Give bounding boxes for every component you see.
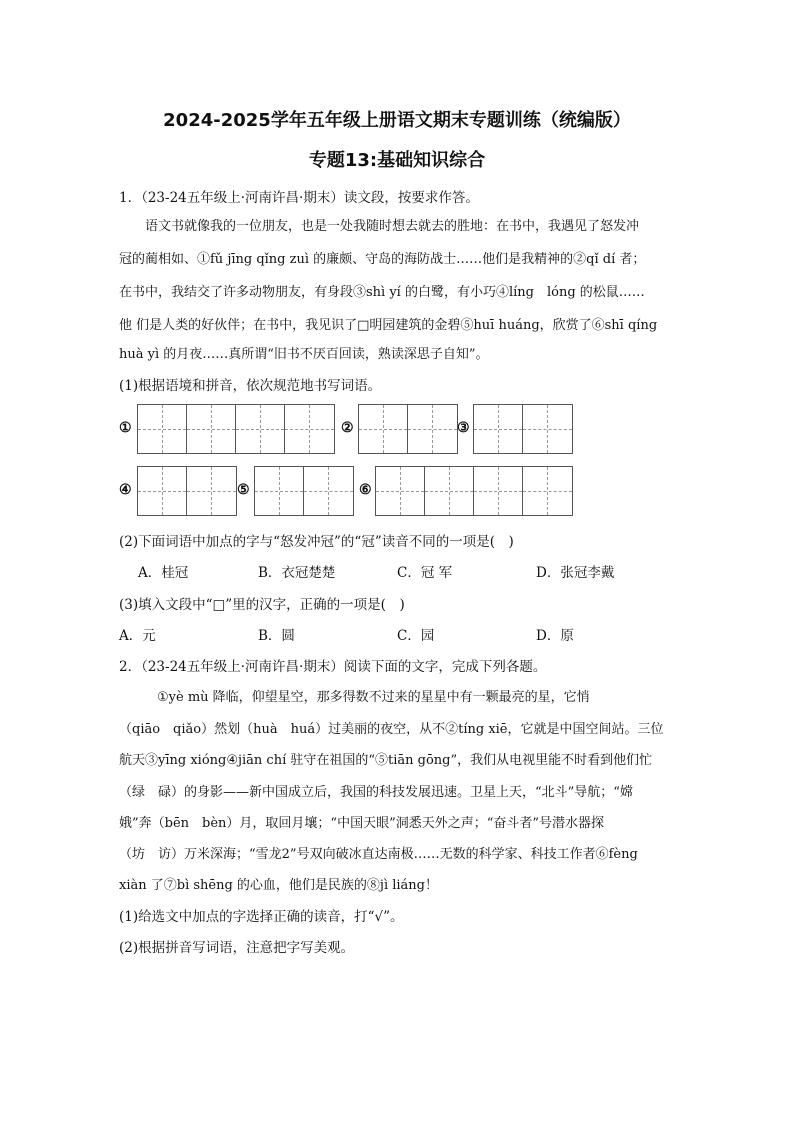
writing-grid-row-1 — [119, 404, 679, 454]
writing-grid-4[interactable] — [137, 466, 237, 516]
q1-passage-line-4: 他 们是人类的好伙伴；在书中，我见识了□明园建筑的金碧⑤huī huáng，欣赏了⑥shī qíng — [119, 318, 658, 333]
q1-sub3-option-d[interactable]: D．原 — [536, 628, 574, 644]
grid-label-4: ④ — [119, 482, 132, 498]
q1-sub2-option-c[interactable]: C．冠 军 — [397, 565, 453, 581]
writing-grid-row-2 — [119, 466, 679, 516]
q1-passage-line-3: 在书中，我结交了许多动物朋友，有身段③shì yí 的白鹭，有小巧④líng lóng 的松鼠…… — [119, 285, 645, 300]
q1-sub2-option-b[interactable]: B．衣冠楚楚 — [258, 565, 336, 581]
q2-sub2: (2)根据拼音写词语，注意把字写美观。 — [119, 940, 355, 956]
q1-passage-line-1: 语文书就像我的一位朋友，也是一处我随时想去就去的胜地：在书中，我遇见了怒发冲 — [145, 219, 640, 234]
writing-grid-1[interactable] — [137, 404, 335, 454]
q2-passage-line-1: ①yè mù 降临，仰望星空，那多得数不过来的星星中有一颗最亮的星，它悄 — [157, 690, 590, 705]
writing-grid-6[interactable] — [375, 466, 573, 516]
grid-label-3: ③ — [457, 420, 470, 436]
q1-sub2-option-a[interactable]: A．桂冠 — [138, 565, 189, 581]
q2-stem: 2．（23-24五年级上·河南许昌·期末）阅读下面的文字，完成下列各题。 — [119, 659, 547, 675]
q1-passage-line-2: 冠的蔺相如、①fǔ jīng qǐng zuì 的廉颇、守岛的海防战士……他们是我精神的②qǐ dí 者； — [119, 252, 646, 267]
q2-passage-line-4: （绿 碌）的身影——新中国成立后，我国的科技发展迅速。卫星上天，“北斗”导航；“嫦 — [119, 785, 633, 800]
q2-sub1: (1)给选文中加点的字选择正确的读音，打“√”。 — [119, 909, 404, 925]
grid-label-1: ① — [119, 420, 132, 436]
document-title: 2024-2025学年五年级上册语文期末专题训练（统编版） — [163, 110, 631, 131]
q2-passage-line-5: 娥”奔（bēn bèn）月，取回月壤；“中国天眼”洞悉天外之声；“奋斗者”号潜水器探 — [119, 816, 605, 831]
grid-label-5: ⑤ — [237, 482, 250, 498]
q1-sub3: (3)填入文段中“□”里的汉字，正确的一项是( ) — [119, 597, 405, 613]
q1-sub3-option-b[interactable]: B．圆 — [258, 628, 295, 644]
grid-label-6: ⑥ — [359, 482, 372, 498]
q2-passage-line-3: 航天③yīng xióng④jiān chí 驻守在祖国的“⑤tiān gōng”，我们从电视里能不时看到他们忙 — [119, 753, 653, 768]
q2-passage-line-7: xiàn 了⑦bì shēng 的心血，他们是民族的⑧jì liáng！ — [119, 878, 439, 893]
q1-stem: 1．（23-24五年级上·河南许昌·期末）读文段，按要求作答。 — [119, 190, 479, 206]
q1-sub3-option-a[interactable]: A．元 — [119, 628, 156, 644]
writing-grid-5[interactable] — [254, 466, 354, 516]
writing-grid-2[interactable] — [358, 404, 458, 454]
q1-passage-line-5: huà yì 的月夜……真所谓“旧书不厌百回读，熟读深思子自知”。 — [119, 347, 489, 362]
q1-sub2-option-d[interactable]: D．张冠李戴 — [536, 565, 615, 581]
q1-sub3-option-c[interactable]: C．园 — [397, 628, 435, 644]
q1-sub1: (1)根据语境和拼音，依次规范地书写词语。 — [119, 378, 382, 394]
grid-label-2: ② — [341, 420, 354, 436]
topic-title: 专题13:基础知识综合 — [308, 150, 486, 171]
q2-passage-line-6: （坊 访）万米深海；“雪龙2”号双向破冰直达南极……无数的科学家、科技工作者⑥fèng — [119, 847, 638, 862]
q2-passage-line-2: （qiāo qiǎo）然划（huà huá）过美丽的夜空，从不②tíng xiē，它就是中国空间站。三位 — [119, 722, 664, 737]
writing-grid-3[interactable] — [473, 404, 573, 454]
q1-sub2: (2)下面词语中加点的字与“怒发冲冠”的“冠”读音不同的一项是( ) — [119, 534, 514, 550]
